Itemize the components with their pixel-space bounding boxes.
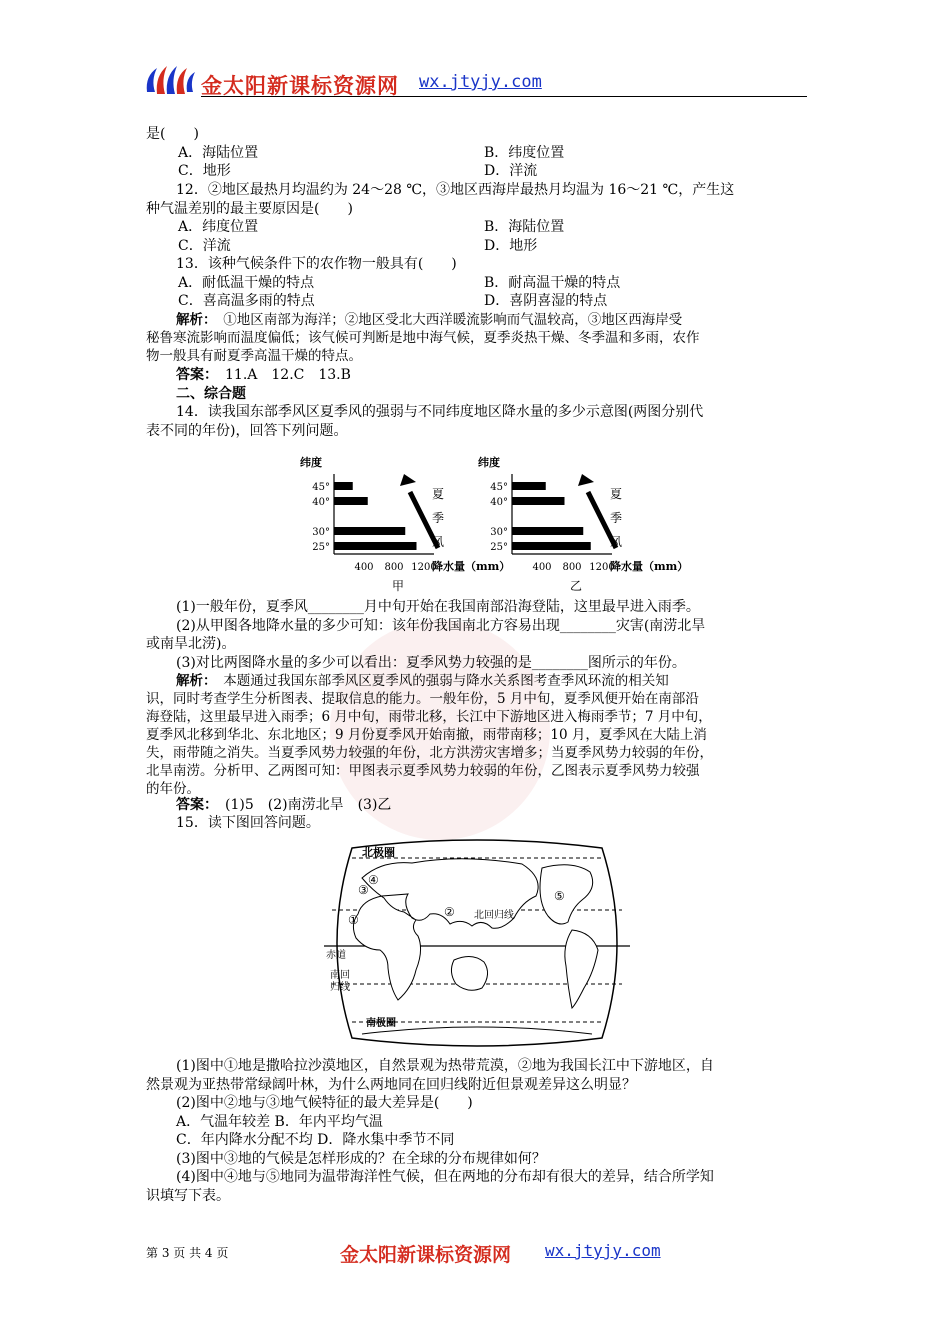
text-line: (2)图中②地与③地气候特征的最大差异是( ) [176, 1095, 473, 1111]
lat-tick-label: 45° [490, 482, 508, 493]
text-line: A．耐低温干燥的特点 [178, 275, 315, 291]
logo-icon [143, 62, 198, 100]
precip-bar [512, 482, 546, 490]
x-tick-label: 800 [384, 562, 404, 573]
precip-bar [512, 542, 591, 550]
text-line: C．年内降水分配不均 D．降水集中季节不同 [176, 1132, 455, 1148]
svg-text:赤道: 赤道 [326, 950, 346, 961]
text-line: C．喜高温多雨的特点 [178, 293, 315, 309]
lat-tick-label: 25° [312, 542, 330, 553]
text-line: C．洋流 [178, 238, 231, 254]
text-line: 12．②地区最热月均温约为 24～28 ℃，③地区西海岸最热月均温为 16～21 ℃，产生这 [176, 182, 735, 198]
text-line: 是( ) [146, 126, 199, 142]
text-line: (3)图中③地的气候是怎样形成的？在全球的分布规律如何？ [176, 1151, 546, 1167]
text-line: 识填写下表。 [146, 1188, 230, 1204]
svg-text:北回归线: 北回归线 [474, 910, 514, 921]
site-brand: 金太阳新课标资源网 [201, 73, 399, 98]
page-header [143, 62, 807, 102]
header-rule [201, 96, 807, 97]
analysis-2-line: 海登陆，这里最早进入雨季；6 月中旬，雨带北移，长江中下游地区进入梅雨季节；7 月中旬， [146, 709, 712, 725]
x-axis-label: 降水量（mm） [610, 560, 689, 573]
text-line: (3)对比两图降水量的多少可以看出：夏季风势力较强的是________图所示的年份。 [176, 655, 686, 671]
text-line: A．纬度位置 [178, 219, 259, 235]
analysis-2-line: 夏季风北移到华北、东北地区；9 月份夏季风开始南撤，雨带南移；10 月，夏季风在大陆上消 [146, 727, 707, 743]
analysis-1: 解析： ①地区南部为海洋；②地区受北大西洋暖流影响而气温较高，③地区西海岸受 [176, 312, 683, 328]
text-line: 15．读下图回答问题。 [176, 815, 320, 831]
text-line: (1)一般年份，夏季风________月中旬开始在我国南部沿海登陆，这里最早进入雨季。 [176, 599, 700, 615]
analysis-2-line: 失，雨带随之消失。当夏季风势力较强的年份，北方洪涝灾害增多；当夏季风势力较弱的年份， [146, 745, 713, 761]
text-line: 14．读我国东部季风区夏季风的强弱与不同纬度地区降水量的多少示意图(两图分别代 [176, 404, 704, 420]
x-tick-label: 1200 [411, 562, 437, 573]
text-line: 二、综合题 [176, 386, 246, 402]
y-axis-label: 纬度 [478, 456, 500, 469]
text-line: 13．该种气候条件下的农作物一般具有( ) [176, 256, 457, 272]
page-number: 第 3 页 共 4 页 [146, 1246, 229, 1260]
analysis-2-line: 识，同时考查学生分析图表、提取信息的能力。一般年份，5 月中旬，夏季风便开始在南部沿 [146, 691, 699, 707]
chart-name: 甲 [391, 579, 405, 593]
precip-bar [334, 497, 368, 505]
x-tick-label: 800 [562, 562, 582, 573]
australia [451, 956, 487, 990]
arrow-head-icon [578, 474, 594, 486]
x-tick-label: 400 [532, 562, 552, 573]
lat-tick-label: 40° [490, 497, 508, 508]
site-url-link[interactable]: wx.jtyjy.com [419, 72, 542, 92]
text-line: 或南旱北涝)。 [146, 636, 236, 652]
wind-label: 夏 [432, 487, 445, 501]
analysis-2: 解析： 本题通过我国东部季风区夏季风的强弱与降水关系图考查季风环流的相关知 [176, 673, 669, 689]
svg-text:⑤: ⑤ [554, 889, 565, 903]
wind-label: 季 [432, 511, 445, 525]
y-axis-label: 纬度 [300, 456, 322, 469]
svg-text:③: ③ [358, 883, 369, 897]
precip-bar [512, 497, 565, 505]
svg-text:南回: 南回 [330, 970, 350, 981]
x-tick-label: 400 [354, 562, 374, 573]
chart-jia [300, 452, 511, 593]
text-line: B．耐高温干燥的特点 [484, 275, 621, 291]
analysis-1-line2: 秘鲁寒流影响而温度偏低；该气候可判断是地中海气候，夏季炎热干燥、冬季温和多雨，农作 [146, 330, 700, 346]
text-line: D．洋流 [484, 163, 538, 179]
lat-tick-label: 30° [312, 527, 330, 538]
wind-label: 风 [432, 535, 445, 549]
wind-label: 夏 [610, 487, 623, 501]
text-line: (4)图中④地与⑤地同为温带海洋性气候，但在两地的分布却有很大的差异，结合所学知 [176, 1169, 714, 1185]
analysis-2-line: 北旱南涝。分析甲、乙两图可知：甲图表示夏季风势力较弱的年份，乙图表示夏季风势力较强 [146, 763, 700, 779]
precip-bar [334, 482, 353, 490]
wind-label: 季 [610, 511, 623, 525]
text-line: D．地形 [484, 238, 538, 254]
analysis-1-line3: 物一般具有耐夏季高温干燥的特点。 [146, 348, 362, 364]
analysis-2-line: 的年份。 [146, 781, 200, 797]
text-line: D．喜阴喜湿的特点 [484, 293, 608, 309]
lat-tick-label: 30° [490, 527, 508, 538]
answer-2: 答案： (1)5 (2)南涝北旱 (3)乙 [176, 797, 392, 813]
text-line: B．纬度位置 [484, 145, 565, 161]
text-line: B．海陆位置 [484, 219, 565, 235]
chart-name: 乙 [569, 579, 583, 593]
svg-text:归线: 归线 [330, 982, 350, 993]
lat-tick-label: 45° [312, 482, 330, 493]
answer-1: 答案： 11.A 12.C 13.B [176, 367, 351, 383]
text-line: (1)图中①地是撒哈拉沙漠地区，自然景观为热带荒漠，②地为我国长江中下游地区，自 [176, 1058, 714, 1074]
world-map [322, 838, 632, 1048]
text-line: 种气温差别的最主要原因是( ) [146, 201, 353, 217]
text-line: (2)从甲图各地降水量的多少可知：该年份我国南北方容易出现________灾害(南涝北旱 [176, 618, 706, 634]
precip-bar [334, 527, 405, 535]
lat-tick-label: 40° [312, 497, 330, 508]
text-line: A．气温年较差 B．年内平均气温 [176, 1114, 383, 1130]
footer-url-link[interactable]: wx.jtyjy.com [545, 1241, 661, 1260]
precip-bar [512, 527, 583, 535]
lat-tick-label: 25° [490, 542, 508, 553]
arrow-head-icon [400, 474, 416, 486]
svg-text:②: ② [444, 905, 455, 919]
svg-text:①: ① [348, 913, 359, 927]
text-line: 表不同的年份)，回答下列问题。 [146, 423, 348, 439]
svg-text:④: ④ [368, 873, 379, 887]
text-line: A．海陆位置 [178, 145, 259, 161]
text-line: C．地形 [178, 163, 231, 179]
footer-brand: 金太阳新课标资源网 [340, 1244, 512, 1266]
text-line: 然景观为亚热带常绿阔叶林，为什么两地同在回归线附近但景观差异这么明显？ [146, 1077, 636, 1093]
wind-label: 风 [610, 535, 623, 549]
svg-text:北极圈: 北极圈 [362, 846, 395, 859]
svg-text:南极圈: 南极圈 [366, 1018, 396, 1029]
x-axis-label: 降水量（mm） [432, 560, 511, 573]
precip-bar [334, 542, 417, 550]
chart-yi [478, 452, 688, 592]
x-tick-label: 1200 [589, 562, 615, 573]
